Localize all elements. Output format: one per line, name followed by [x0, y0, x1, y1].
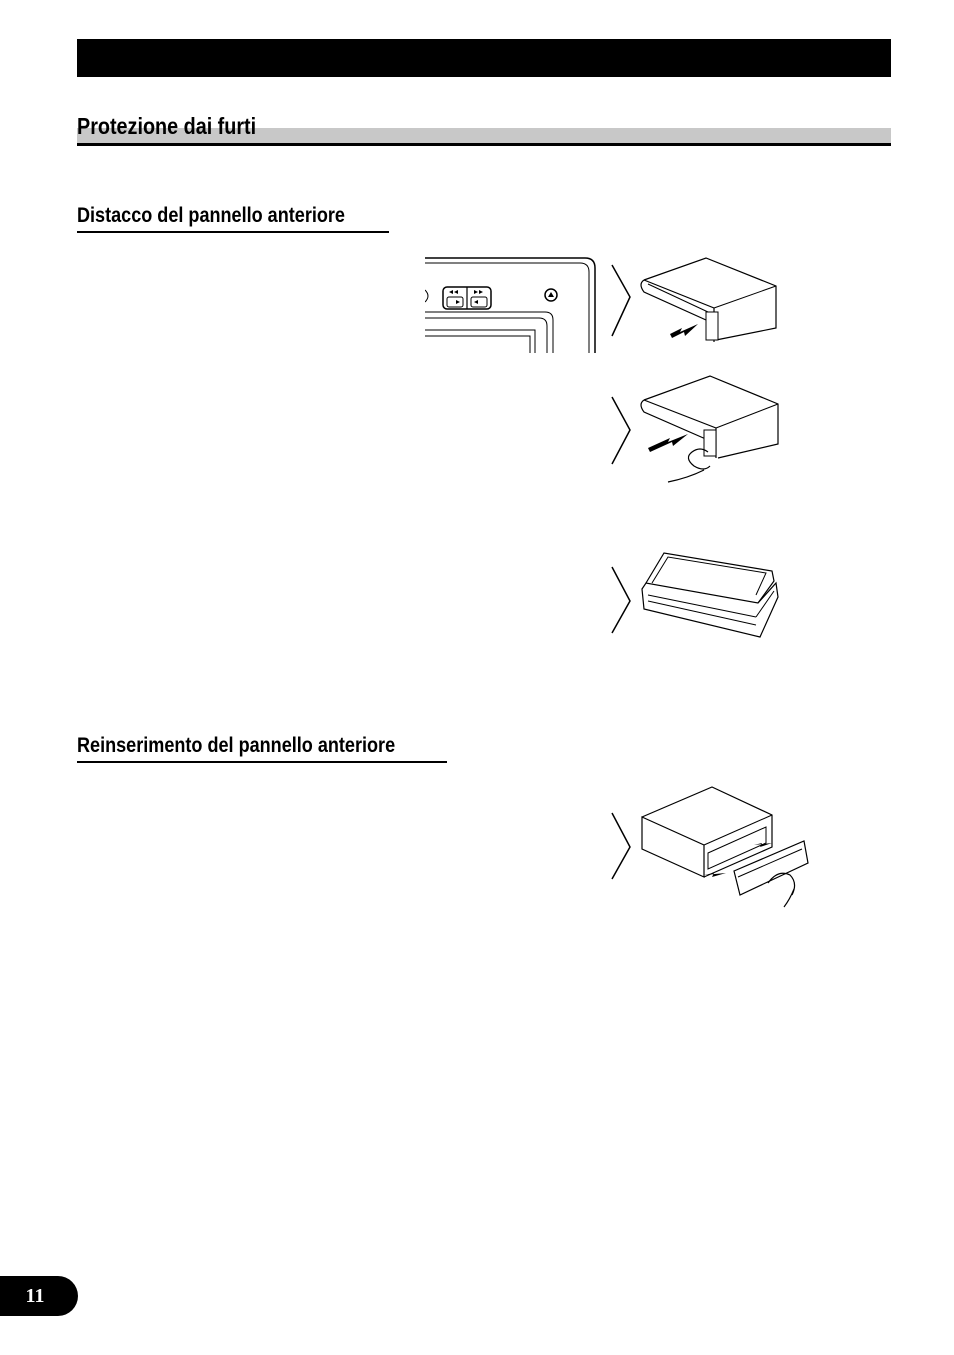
section-title-rule [77, 143, 891, 146]
subsection-title-text: Distacco del pannello anteriore [77, 204, 345, 227]
unit-with-faceplate-detach-icon [608, 250, 788, 350]
section-header [77, 112, 891, 147]
page-number: 11 [0, 1276, 78, 1316]
hand-pulling-faceplate-icon [608, 372, 788, 492]
faceplate-in-case-icon [608, 545, 788, 645]
subsection-title-text: Reinserimento del pannello anteriore [77, 734, 396, 757]
reattach-faceplate-icon [608, 783, 818, 913]
header-bar [77, 39, 891, 77]
detach-button-panel-icon [425, 256, 600, 354]
section-title: Protezione dai furti [77, 113, 257, 139]
subsection-title-reattach [77, 733, 447, 763]
subsection-title-detach [77, 203, 389, 233]
